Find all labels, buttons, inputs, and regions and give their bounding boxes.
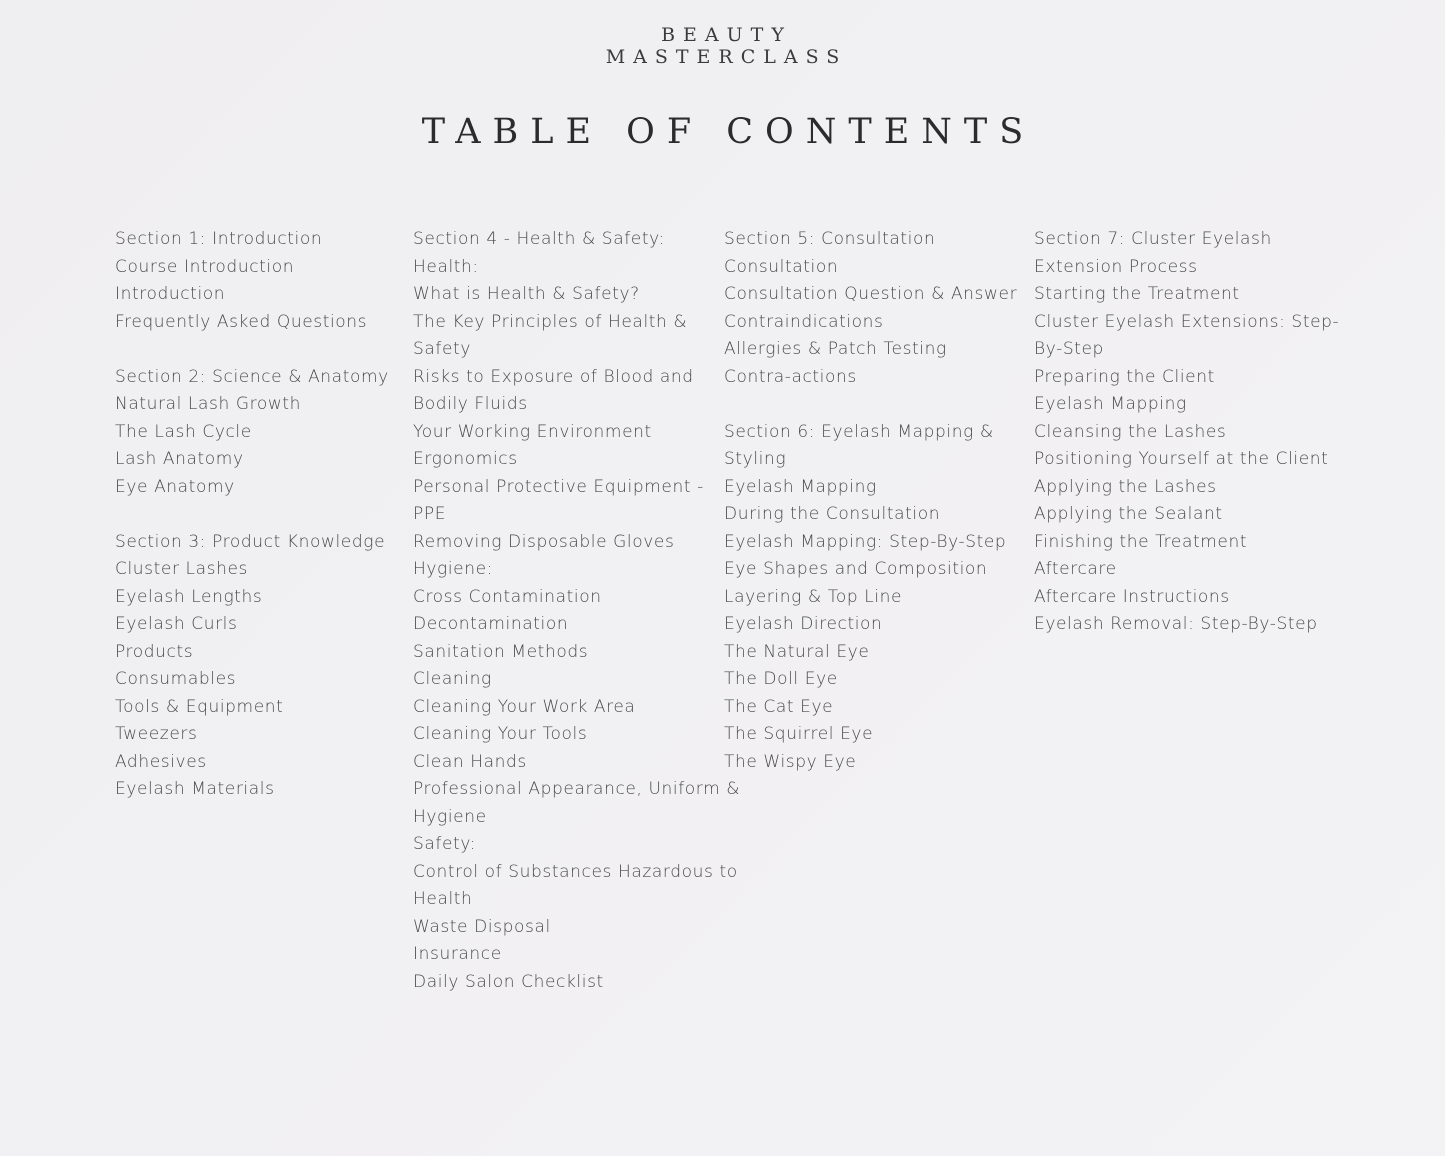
toc-entry: Frequently Asked Questions	[115, 311, 368, 332]
toc-entry: The Lash Cycle	[115, 421, 252, 442]
toc-entry: Contra-actions	[724, 366, 857, 387]
toc-entry: Insurance	[413, 944, 502, 964]
toc-entry: Professional Appearance, Uniform &	[413, 779, 741, 799]
toc-entry: Daily Salon Checklist	[413, 971, 604, 992]
toc-entry: Cluster Lashes	[115, 559, 248, 579]
section-spacer	[724, 391, 1017, 419]
toc-entry: Decontamination	[413, 614, 569, 634]
toc-entry: Eyelash Removal: Step-By-Step	[1034, 614, 1318, 634]
toc-entry: Sanitation Methods	[413, 641, 589, 662]
section-spacer	[115, 336, 389, 364]
toc-entry: Cleaning Your Tools	[413, 724, 588, 744]
toc-entry: Waste Disposal	[413, 916, 551, 937]
toc-entry: Lash Anatomy	[115, 449, 244, 469]
page-title: TABLE OF CONTENTS	[421, 112, 1036, 152]
toc-entry: Hygiene:	[413, 559, 493, 579]
toc-entry: Consumables	[115, 669, 237, 689]
toc-entry: Eyelash Direction	[724, 614, 883, 634]
toc-entry: Natural Lash Growth	[115, 394, 301, 414]
toc-entry: Styling	[724, 449, 787, 469]
toc-entry: Cluster Eyelash Extensions: Step-	[1034, 311, 1340, 332]
toc-entry: Bodily Fluids	[413, 394, 528, 414]
toc-entry: The Wispy Eye	[724, 751, 857, 772]
toc-entry: During the Consultation	[724, 504, 941, 524]
toc-entry: The Cat Eye	[724, 696, 834, 717]
toc-entry: Tools & Equipment	[115, 696, 284, 717]
toc-entry: Hygiene	[413, 806, 487, 827]
toc-entry: What is Health & Safety?	[413, 284, 640, 304]
toc-entry: Ergonomics	[413, 449, 518, 469]
toc-entry: The Natural Eye	[724, 641, 870, 662]
toc-entry: Cleansing the Lashes	[1034, 421, 1227, 442]
brand-logo	[0, 24, 1445, 68]
toc-entry: Eyelash Mapping: Step-By-Step	[724, 531, 1007, 552]
toc-entry: Eyelash Mapping	[1034, 394, 1187, 414]
toc-section-heading: Section 6: Eyelash Mapping &	[724, 421, 994, 442]
toc-entry: Safety	[413, 339, 471, 359]
toc-entry: Course Introduction	[115, 256, 295, 277]
toc-section-heading: Section 4 - Health & Safety:	[413, 229, 665, 249]
toc-entry: Consultation Question & Answer	[724, 284, 1018, 304]
toc-entry: Applying the Sealant	[1034, 504, 1223, 524]
toc-entry: Eyelash Curls	[115, 614, 238, 634]
toc-section-heading: Section 2: Science & Anatomy	[115, 366, 389, 387]
toc-entry: The Doll Eye	[724, 669, 838, 689]
toc-entry: Risks to Exposure of Blood and	[413, 366, 694, 387]
brand-line-2: MASTERCLASS	[605, 46, 848, 68]
toc-entry: Introduction	[115, 284, 226, 304]
toc-entry: Eye Shapes and Composition	[724, 559, 988, 579]
toc-entry: Clean Hands	[413, 751, 527, 772]
toc-entry: Applying the Lashes	[1034, 476, 1217, 497]
toc-entry: The Key Principles of Health &	[413, 311, 688, 332]
toc-entry: Starting the Treatment	[1034, 284, 1240, 304]
section-spacer	[115, 501, 389, 529]
toc-entry: Extension Process	[1034, 256, 1198, 277]
toc-entry: Personal Protective Equipment -	[413, 476, 704, 497]
toc-entry: Cross Contamination	[413, 586, 602, 607]
toc-column-1	[115, 226, 389, 804]
toc-entry: Control of Substances Hazardous to	[413, 861, 738, 882]
toc-entry: Layering & Top Line	[724, 586, 903, 607]
toc-entry: By-Step	[1034, 339, 1104, 359]
toc-entry: Aftercare	[1034, 559, 1117, 579]
toc-entry: Eyelash Mapping	[724, 476, 877, 497]
toc-entry: Adhesives	[115, 751, 207, 772]
toc-entry: Health	[413, 889, 473, 909]
toc-entry: Allergies & Patch Testing	[724, 339, 947, 359]
toc-entry: Consultation	[724, 256, 839, 277]
toc-entry: Health:	[413, 256, 479, 277]
toc-entry: Safety:	[413, 834, 477, 854]
toc-entry: Cleaning Your Work Area	[413, 696, 636, 717]
toc-entry: Positioning Yourself at the Client	[1034, 449, 1329, 469]
toc-entry: Removing Disposable Gloves	[413, 531, 675, 552]
toc-entry: Products	[115, 641, 194, 662]
brand-line-1: BEAUTY	[661, 24, 792, 46]
toc-section-heading: Section 5: Consultation	[724, 229, 936, 249]
toc-entry: Contraindications	[724, 311, 884, 332]
toc-entry: Finishing the Treatment	[1034, 531, 1248, 552]
toc-entry: Preparing the Client	[1034, 366, 1215, 387]
toc-entry: The Squirrel Eye	[724, 724, 874, 744]
toc-entry: PPE	[413, 504, 447, 524]
toc-entry: Tweezers	[115, 724, 198, 744]
toc-column-2	[413, 226, 740, 996]
toc-entry: Eyelash Lengths	[115, 586, 263, 607]
toc-column-4	[1034, 226, 1339, 639]
toc-entry: Cleaning	[413, 669, 492, 689]
toc-entry: Aftercare Instructions	[1034, 586, 1230, 607]
toc-section-heading: Section 7: Cluster Eyelash	[1034, 229, 1272, 249]
toc-entry: Eye Anatomy	[115, 476, 235, 497]
toc-entry: Eyelash Materials	[115, 779, 275, 799]
toc-section-heading: Section 1: Introduction	[115, 229, 323, 249]
toc-column-3	[724, 226, 1017, 776]
toc-section-heading: Section 3: Product Knowledge	[115, 531, 386, 552]
toc-entry: Your Working Environment	[413, 421, 652, 442]
